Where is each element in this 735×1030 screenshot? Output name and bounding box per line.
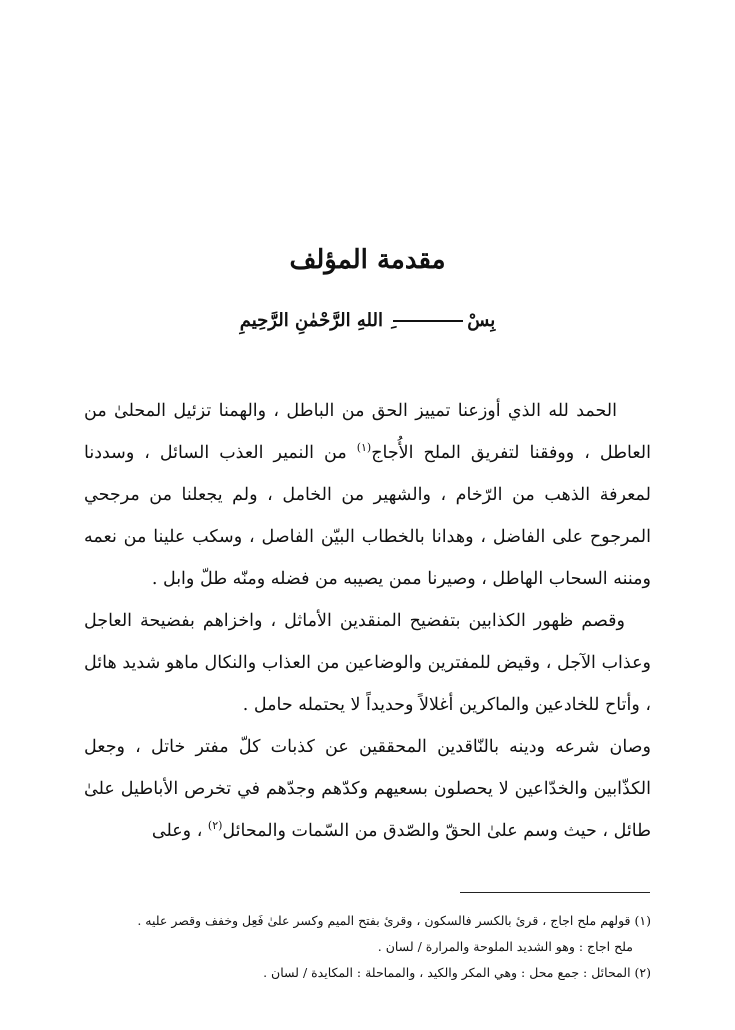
basmala-stretch — [393, 320, 463, 322]
paragraph: الحمد لله الذي أوزعنا تمييز الحق من الباطل ، والهمنا تزئيل المحلىٰ من العاطل ، ووفقنا لتفريق الملح الأُجاج$^{(١)}$ من النمير العذب السائل ، وسددنا لمعرفة الذهب من الرّخام ، والشهير من الخامل ، ولم يجعلنا من مرجحي المرجوح على الفاضل ، وهدانا بالخطاب البيّن الفاصل ، وسكب علينا من نعمه ومننه السحاب الهاطل ، وصيرنا ممن يصيبه من فضله ومنّه طلّ وابل . — [84, 401, 651, 589]
footnote: ملح اجاج : وهو الشديد الملوحة والمرارة / لسان . — [377, 939, 633, 954]
body-text — [84, 390, 651, 852]
footnote: (١) قولهم ملح اجاج ، قرئ بالكسر فالسكون ، وقرئ بفتح الميم وكسر علىٰ فَعِل وخفف وقصر عليه . — [137, 913, 651, 928]
paragraph: وصان شرعه ودينه بالنّاقدين المحققين عن كذبات كلّ مفتر خاتل ، وجعل الكذّابين والخدّاعين لا يحصلون بسعيهم وكدّهم وجدّهم في تخرص الأباطيل علىٰ طائل ، حيث وسم علىٰ الحقّ والصّدق من السّمات والمحائل$^{(٢)}$ ، وعلى — [84, 737, 651, 841]
basmala — [0, 310, 735, 331]
footnotes — [84, 908, 651, 986]
footnote: (٢) المحائل : جمع محل : وهي المكر والكيد ، والمماحلة : المكايدة / لسان . — [263, 965, 651, 980]
basmala-start: بِسْ — [467, 310, 496, 331]
footnote-divider — [460, 892, 650, 893]
footnote-ref: (١) — [356, 441, 372, 455]
footnote-ref: (٢) — [207, 819, 223, 833]
basmala-rest: ِ اللهِ الرَّحْمٰنِ الرَّحِيمِ — [239, 310, 390, 331]
page-heading: مقدمة المؤلف — [289, 245, 446, 275]
paragraph: وقصم ظهور الكذابين بتفضيح المنقدين الأماثل ، واخزاهم بفضيحة العاجل وعذاب الآجل ، وقيض للمفترين والوضاعين من العذاب والنكال ماهو شديد هائل ، وأتاح للخادعين والماكرين أغلالاً وحديداً لا يحتمله حامل . — [84, 611, 651, 715]
